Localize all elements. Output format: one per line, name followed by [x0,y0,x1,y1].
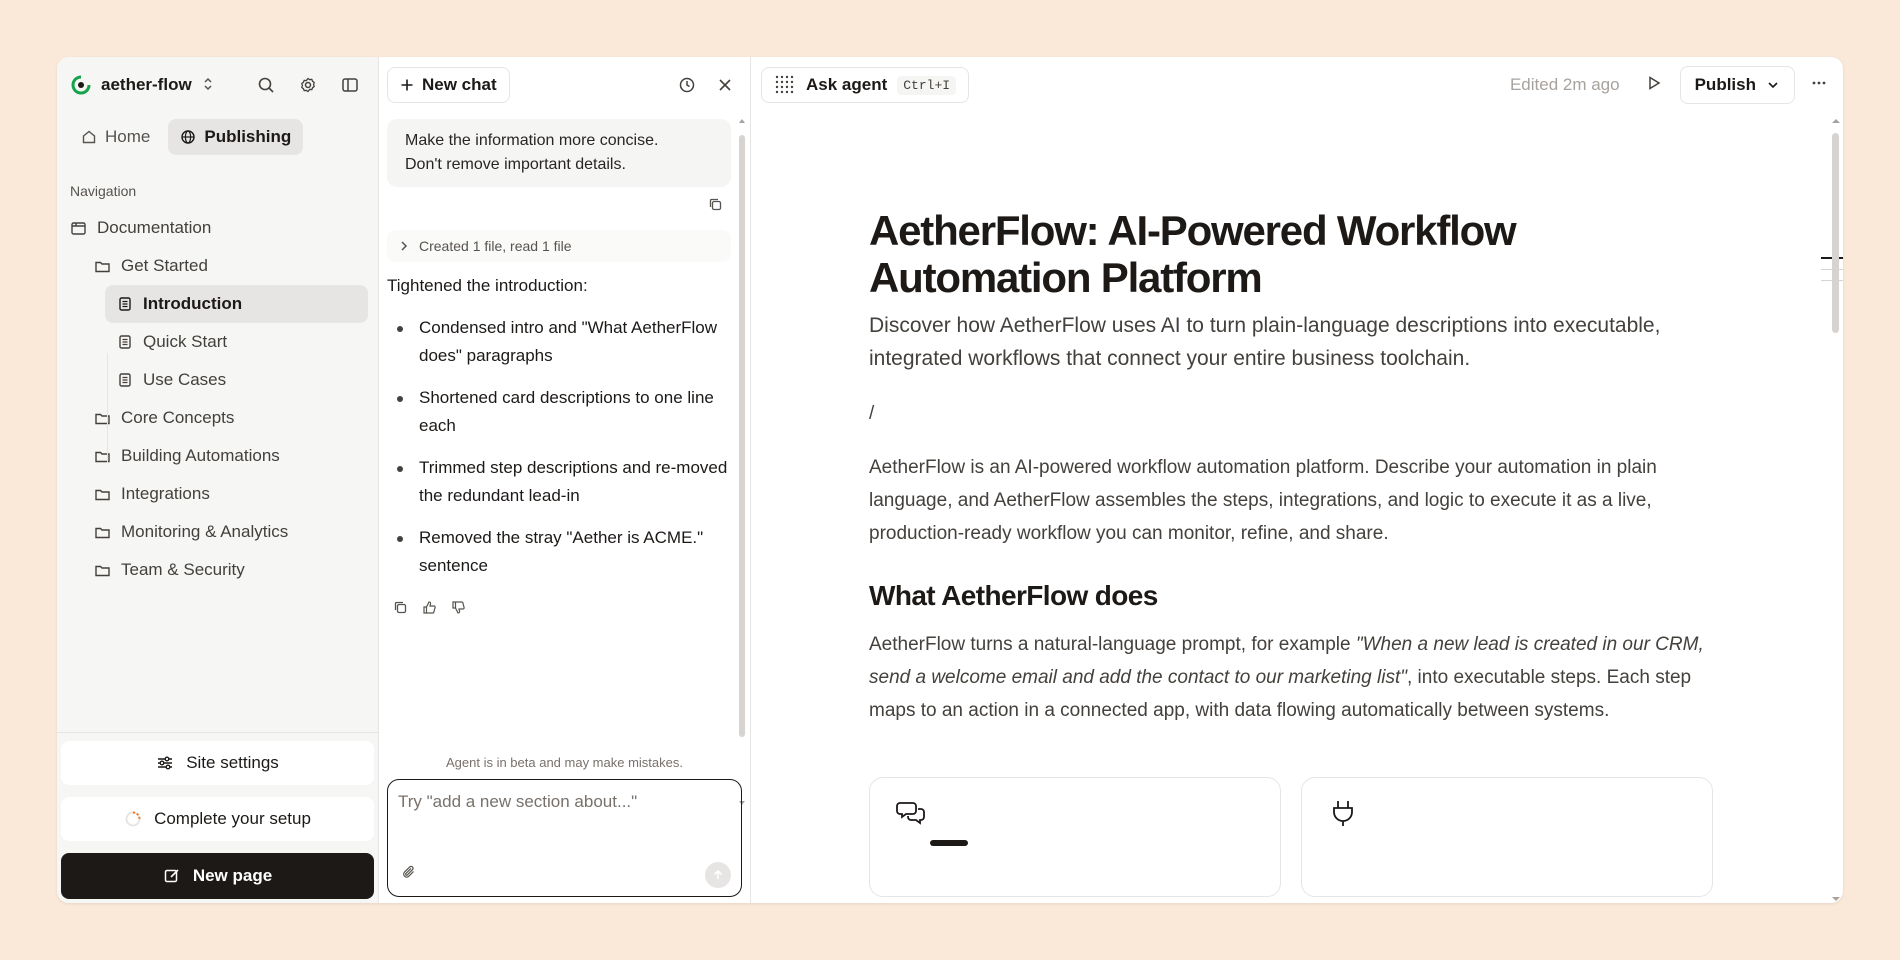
user-message [387,119,731,187]
document-content[interactable] [869,207,1729,897]
folder-icon [94,486,111,503]
folder-icon [94,524,111,541]
app-window [57,57,1843,903]
page-title[interactable]: AetherFlow: AI-Powered Workflow Automation Platform [869,207,1516,301]
section-heading[interactable]: What AetherFlow does [869,580,1158,611]
tree-label: Monitoring & Analytics [121,522,289,541]
folder-icon [94,410,111,427]
list-item: Condensed intro and "What AetherFlow does" paragraphs [387,314,731,370]
chat-header [379,57,750,113]
agent-grid-icon [774,74,796,96]
scrollbar-thumb[interactable] [1832,133,1839,333]
tree-item-core-concepts[interactable] [57,399,368,437]
new-page-button[interactable] [61,853,374,899]
folder-icon [94,448,111,465]
chevron-up-down-icon[interactable] [202,76,214,94]
tree-item-quick-start[interactable] [105,323,368,361]
list-item: Trimmed step descriptions and re-moved the redundant lead-in [387,454,731,510]
complete-setup-label: Complete your setup [154,809,311,828]
sidebar-header [57,57,378,113]
tree-item-building-automations[interactable] [57,437,368,475]
book-icon [70,220,87,237]
list-item: Shortened card descriptions to one line each [387,384,731,440]
site-settings-label: Site settings [186,753,279,772]
new-chat-label: New chat [422,75,497,94]
folder-icon [94,258,111,275]
complete-setup-button[interactable] [61,797,374,841]
aether-logo-icon [71,75,91,95]
site-settings-button[interactable] [61,741,374,785]
response-actions [379,594,739,621]
close-icon[interactable] [708,68,742,102]
more-options-icon[interactable] [1811,75,1827,96]
chat-composer[interactable] [387,779,742,897]
feature-card[interactable] [869,777,1281,897]
section-text: AetherFlow turns a natural-language prompt, for example [869,634,1356,655]
thumbs-down-icon[interactable] [451,600,466,615]
sidebar-footer [57,732,378,903]
tree-item-integrations[interactable] [57,475,368,513]
edited-status: Edited 2m ago [1509,75,1620,94]
publish-button[interactable] [1680,66,1795,104]
document-icon [117,334,133,350]
response-list [387,314,731,580]
tree-label: Quick Start [143,332,228,351]
section-paragraph[interactable] [869,628,1729,727]
publish-label: Publish [1694,75,1756,94]
chevron-right-icon [399,240,409,252]
tree-label: Documentation [97,218,212,237]
beta-notice: Agent is in beta and may make mistakes. [445,755,683,770]
tab-publishing-label: Publishing [204,127,292,146]
user-message-actions [379,187,739,212]
plug-icon [1328,798,1358,828]
tool-summary-text: Created 1 file, read 1 file [419,238,572,254]
document-editor [751,57,1843,903]
list-item: Removed the stray "Aether is ACME." sentence [387,524,731,580]
editor-scrollbar[interactable] [1829,117,1843,903]
ask-agent-button[interactable] [761,67,969,103]
user-message-line: Make the information more concise. [405,132,659,149]
arrow-up-icon [712,869,724,881]
tree-item-team-security[interactable] [57,551,368,589]
section-quote: "When a new lead is created in our CRM, send a welcome email and add the contact to our marketing list" [869,634,1704,688]
thumbs-up-icon[interactable] [422,600,437,615]
tree-item-introduction[interactable] [105,285,368,323]
tree-label: Core Concepts [121,408,235,427]
response-heading: Tightened the introduction: [387,276,588,295]
chevron-down-icon [1766,78,1780,92]
tree-label: Introduction [143,294,243,313]
chat-bubbles-icon [896,798,926,828]
attach-icon[interactable] [402,865,416,884]
progress-ring-icon [124,810,142,828]
tool-summary-toggle[interactable] [387,230,731,262]
new-chat-button[interactable] [387,67,510,103]
folder-icon [94,562,111,579]
ask-agent-label: Ask agent [806,75,888,94]
gear-icon[interactable] [292,69,324,101]
feature-card[interactable] [1301,777,1713,897]
tree-item-get-started[interactable] [57,247,368,285]
tree-label: Get Started [121,256,208,275]
new-page-label: New page [192,866,273,885]
copy-icon[interactable] [393,600,408,615]
page-subtitle[interactable]: Discover how AetherFlow uses AI to turn plain-language descriptions into executable, integrated workflows that connect your entire business toolchain. [869,314,1661,370]
history-icon[interactable] [670,68,704,102]
tab-home[interactable] [69,119,162,155]
document-icon [117,372,133,388]
section-text: , into executable steps. Each step maps to an action in a connected app, with data flowing automatically between systems. [869,667,1692,721]
tree-item-monitoring-analytics[interactable] [57,513,368,551]
tree-label: Integrations [121,484,210,503]
plus-icon [400,78,414,92]
copy-icon[interactable] [708,197,723,212]
intro-paragraph[interactable]: AetherFlow is an AI-powered workflow automation platform. Describe your automation in plain language, and AetherFlow assembles the steps, integrations, and logic to execute it as a live, production-ready workflow you can monitor, refine, and share. [869,457,1657,544]
user-message-line: Don't remove important details. [405,156,626,173]
tree-label: Team & Security [121,560,245,579]
chat-messages [379,113,739,743]
sidebar [57,57,379,903]
globe-icon [180,129,196,145]
edit-icon [163,867,181,885]
slash-command[interactable]: / [869,403,875,424]
tab-publishing[interactable] [168,119,303,155]
tree-guide-line [107,353,108,463]
sliders-icon [156,754,174,772]
editor-toolbar [751,57,1843,113]
chat-input[interactable] [388,780,741,824]
tree-item-documentation[interactable] [57,209,368,247]
tab-home-label: Home [105,127,151,146]
sidebar-tabs [57,113,378,161]
chat-scrollbar[interactable] [738,117,746,807]
shortcut-badge: Ctrl+I [897,76,956,95]
agent-chat-panel [379,57,751,903]
navigation-label: Navigation [70,183,137,199]
document-icon [117,296,133,312]
home-icon [81,129,97,145]
play-icon[interactable] [1646,75,1662,96]
search-icon[interactable] [250,69,282,101]
workspace-name[interactable]: aether-flow [101,75,192,94]
card-drag-handle[interactable] [930,840,968,846]
tree-label: Use Cases [143,370,227,389]
scrollbar-thumb[interactable] [739,135,745,737]
tree-item-use-cases[interactable] [105,361,368,399]
feature-cards [869,777,1729,897]
tree-label: Building Automations [121,446,280,465]
send-button[interactable] [705,862,731,888]
sidebar-toggle-icon[interactable] [334,69,366,101]
